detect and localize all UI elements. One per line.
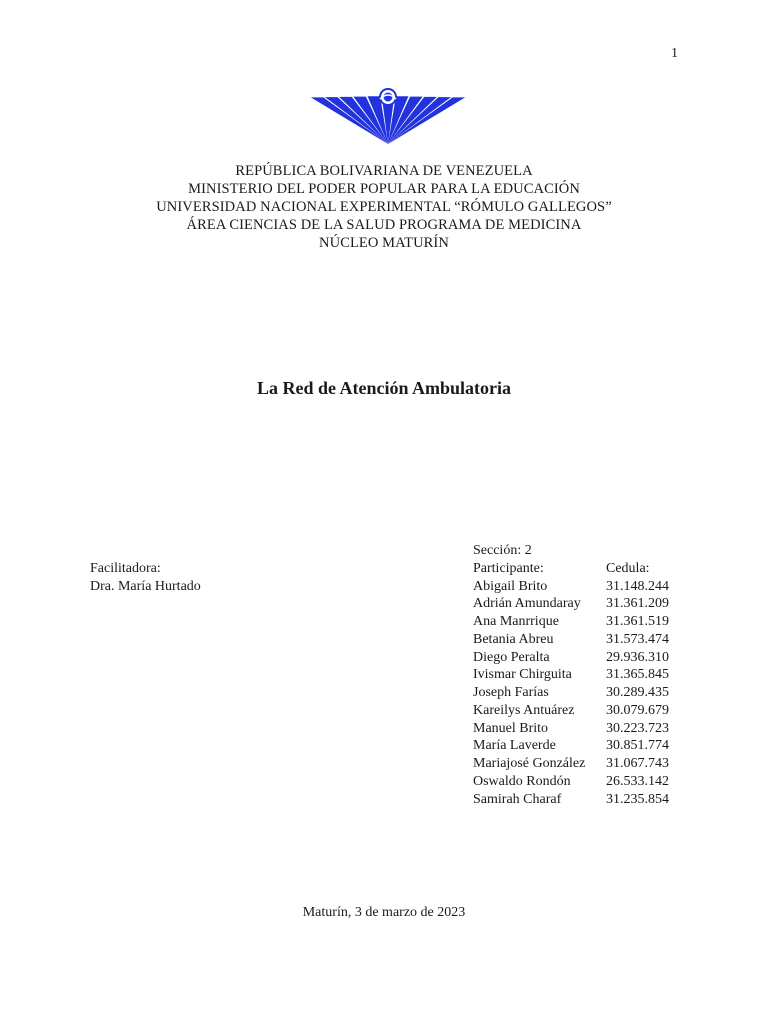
participant-row <box>473 613 669 631</box>
facilitator-label: Facilitadora: <box>90 561 161 576</box>
participant-id: 26.533.142 <box>606 773 669 789</box>
section-label: Sección: 2 <box>473 543 532 558</box>
participant-name: Oswaldo Rondón <box>473 773 571 789</box>
footer-date: Maturín, 3 de marzo de 2023 <box>302 905 466 920</box>
participants-header-row <box>473 560 669 578</box>
header-line-university: UNIVERSIDAD NACIONAL EXPERIMENTAL “RÓMULO GALLEGOS” <box>156 199 612 215</box>
participant-id: 31.235.854 <box>606 791 669 807</box>
participant-name: Diego Peralta <box>473 649 550 665</box>
page-number: 1 <box>671 46 678 61</box>
participant-row <box>473 631 669 649</box>
participant-id: 30.079.679 <box>606 702 669 718</box>
participant-row <box>473 791 669 809</box>
participant-row <box>473 595 669 613</box>
participant-row <box>473 649 669 667</box>
participant-name: María Laverde <box>473 738 556 754</box>
participant-id: 29.936.310 <box>606 649 669 665</box>
participant-id: 30.851.774 <box>606 738 669 754</box>
participant-row <box>473 578 669 596</box>
participant-name: Betania Abreu <box>473 631 554 647</box>
participant-name: Joseph Farías <box>473 685 549 700</box>
university-emblem-icon <box>308 88 468 146</box>
header-line-ministry: MINISTERIO DEL PODER POPULAR PARA LA EDUCACIÓN <box>188 181 580 197</box>
participant-name: Mariajosé González <box>473 756 586 771</box>
participant-id: 30.223.723 <box>606 720 669 736</box>
participant-row <box>473 720 669 738</box>
participant-row <box>473 702 669 720</box>
participant-row <box>473 666 669 684</box>
participant-name: Ana Manrrique <box>473 614 559 629</box>
header-line-campus: NÚCLEO MATURÍN <box>319 235 449 251</box>
participant-name: Abigail Brito <box>473 578 548 594</box>
participant-id: 31.067.743 <box>606 756 669 771</box>
participant-id: 31.365.845 <box>606 667 669 683</box>
institution-header <box>0 162 768 252</box>
participant-id: 31.361.209 <box>606 596 669 612</box>
facilitator-block <box>90 560 201 596</box>
participant-name: Kareilys Antuárez <box>473 702 575 718</box>
participant-name: Manuel Brito <box>473 720 549 736</box>
header-line-republic: REPÚBLICA BOLIVARIANA DE VENEZUELA <box>235 163 533 179</box>
facilitator-name: Dra. María Hurtado <box>90 579 201 594</box>
participant-name: Samirah Charaf <box>473 791 562 807</box>
participant-id: 31.148.244 <box>606 578 669 594</box>
participant-id: 31.361.519 <box>606 614 669 629</box>
header-line-area: ÁREA CIENCIAS DE LA SALUD PROGRAMA DE MEDICINA <box>186 217 582 233</box>
participant-row <box>473 773 669 791</box>
id-column-header: Cedula: <box>606 560 650 576</box>
participants-block <box>473 542 669 808</box>
document-title: La Red de Atención Ambulatoria <box>256 378 511 398</box>
participant-column-header: Participante: <box>473 560 544 576</box>
participant-row <box>473 755 669 773</box>
participant-id: 30.289.435 <box>606 685 669 700</box>
participant-id: 31.573.474 <box>606 631 669 647</box>
participant-name: Adrián Amundaray <box>473 596 581 612</box>
participant-name: Ivismar Chirguita <box>473 667 572 683</box>
participant-row <box>473 684 669 702</box>
participant-row <box>473 737 669 755</box>
